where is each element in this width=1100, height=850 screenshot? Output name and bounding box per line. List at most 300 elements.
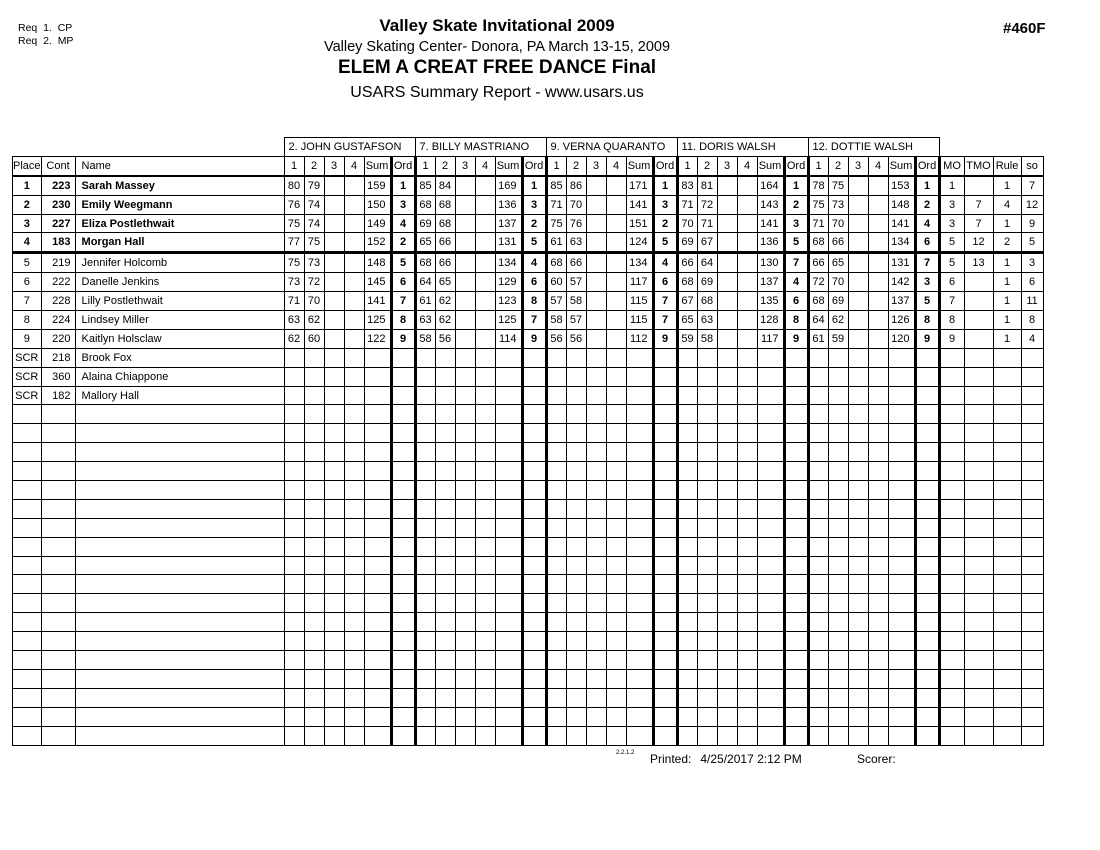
score-cell: [717, 651, 737, 670]
sum-cell: [364, 613, 391, 632]
score-cell: [566, 669, 586, 688]
contestant-number-cell: [41, 613, 75, 632]
so-cell: 11: [1021, 292, 1043, 311]
score-cell: [848, 669, 868, 688]
sum-cell: 137: [757, 273, 784, 292]
place-cell: [13, 443, 42, 462]
skater-name-cell: [75, 613, 284, 632]
score-cell: [344, 518, 364, 537]
score-cell: 75: [284, 214, 304, 233]
score-cell: [828, 688, 848, 707]
score-cell: [868, 594, 888, 613]
score-cell: [717, 556, 737, 575]
sum-cell: [626, 556, 653, 575]
contestant-number-cell: [41, 443, 75, 462]
score-cell: [475, 405, 495, 424]
score-cell: [546, 707, 566, 726]
score-cell: [677, 575, 697, 594]
score-cell: [868, 424, 888, 443]
sum-cell: [364, 537, 391, 556]
place-cell: 3: [13, 214, 42, 233]
score-cell: [586, 726, 606, 745]
score-cell: [737, 176, 757, 195]
score-cell: [475, 329, 495, 348]
sum-cell: 164: [757, 176, 784, 195]
score-cell: [566, 594, 586, 613]
score-cell: [606, 443, 626, 462]
score-cell: [606, 651, 626, 670]
mo-cell: 5: [939, 253, 964, 273]
score-cell: [868, 688, 888, 707]
tmo-cell: [964, 575, 993, 594]
ordinal-cell: [653, 518, 677, 537]
sum-cell: [364, 726, 391, 745]
sum-cell: 137: [495, 214, 522, 233]
score-cell: [586, 311, 606, 330]
contestant-number-cell: [41, 462, 75, 481]
ordinal-cell: 7: [784, 253, 808, 273]
column-header: 2: [566, 156, 586, 175]
ordinal-cell: 7: [522, 311, 546, 330]
score-cell: 79: [304, 176, 324, 195]
score-cell: 78: [808, 176, 828, 195]
contestant-number-cell: 183: [41, 233, 75, 253]
sum-cell: [888, 651, 915, 670]
score-cell: 70: [828, 214, 848, 233]
tmo-cell: [964, 632, 993, 651]
score-cell: [284, 481, 304, 500]
table-row: [13, 367, 1044, 386]
rule-cell: [993, 594, 1021, 613]
mo-cell: [939, 518, 964, 537]
sum-cell: 129: [495, 273, 522, 292]
score-cell: [324, 518, 344, 537]
score-cell: 75: [828, 176, 848, 195]
ordinal-cell: [653, 386, 677, 405]
sum-cell: [757, 632, 784, 651]
sum-cell: 171: [626, 176, 653, 195]
score-cell: [566, 424, 586, 443]
ordinal-cell: [653, 405, 677, 424]
mo-cell: [939, 443, 964, 462]
column-header: Place: [13, 156, 42, 175]
score-cell: [717, 367, 737, 386]
contestant-number-cell: 227: [41, 214, 75, 233]
score-cell: [868, 462, 888, 481]
score-cell: [586, 669, 606, 688]
so-cell: [1021, 669, 1043, 688]
skater-name-cell: Danelle Jenkins: [75, 273, 284, 292]
score-cell: [808, 707, 828, 726]
ordinal-cell: [391, 348, 415, 367]
score-cell: [828, 632, 848, 651]
sum-cell: [757, 556, 784, 575]
ordinal-cell: [653, 651, 677, 670]
so-cell: 5: [1021, 233, 1043, 253]
score-cell: [606, 669, 626, 688]
rule-cell: [993, 443, 1021, 462]
score-cell: 85: [546, 176, 566, 195]
ordinal-cell: [391, 537, 415, 556]
ordinal-cell: [915, 651, 939, 670]
score-cell: 67: [697, 233, 717, 253]
sum-cell: [626, 443, 653, 462]
tmo-cell: [964, 176, 993, 195]
score-cell: [304, 669, 324, 688]
rule-cell: 1: [993, 273, 1021, 292]
so-cell: [1021, 632, 1043, 651]
score-cell: [606, 405, 626, 424]
judge-header: 11. DORIS WALSH: [677, 138, 808, 157]
so-cell: 7: [1021, 176, 1043, 195]
ordinal-cell: [915, 462, 939, 481]
sum-cell: [757, 443, 784, 462]
score-cell: [868, 233, 888, 253]
score-cell: [586, 405, 606, 424]
score-cell: [475, 481, 495, 500]
score-cell: [848, 367, 868, 386]
score-cell: [808, 594, 828, 613]
score-cell: [848, 518, 868, 537]
score-cell: 84: [435, 176, 455, 195]
ordinal-cell: [522, 669, 546, 688]
score-cell: [606, 632, 626, 651]
contestant-number-cell: [41, 499, 75, 518]
contestant-number-cell: [41, 594, 75, 613]
sum-cell: [495, 651, 522, 670]
score-cell: [566, 556, 586, 575]
score-cell: [324, 726, 344, 745]
ordinal-cell: 7: [391, 292, 415, 311]
score-cell: [737, 214, 757, 233]
ordinal-cell: [915, 688, 939, 707]
score-cell: [717, 386, 737, 405]
score-cell: 68: [546, 253, 566, 273]
empty-row: [13, 462, 1044, 481]
score-cell: 70: [304, 292, 324, 311]
score-cell: [284, 688, 304, 707]
score-cell: [344, 348, 364, 367]
score-cell: 62: [284, 329, 304, 348]
score-cell: 68: [435, 195, 455, 214]
contestant-number-cell: 219: [41, 253, 75, 273]
score-cell: [697, 424, 717, 443]
place-cell: [13, 669, 42, 688]
ordinal-cell: [784, 348, 808, 367]
score-cell: [566, 462, 586, 481]
skater-name-cell: [75, 424, 284, 443]
ordinal-cell: [784, 481, 808, 500]
ordinal-cell: [653, 462, 677, 481]
score-cell: [344, 214, 364, 233]
column-header: 4: [737, 156, 757, 175]
score-cell: [717, 253, 737, 273]
ordinal-cell: [915, 348, 939, 367]
sum-cell: 112: [626, 329, 653, 348]
score-cell: [324, 462, 344, 481]
score-cell: [324, 556, 344, 575]
sum-cell: [757, 707, 784, 726]
score-cell: [455, 253, 475, 273]
sum-cell: [626, 688, 653, 707]
score-cell: [828, 405, 848, 424]
score-cell: [828, 669, 848, 688]
score-cell: [697, 556, 717, 575]
score-cell: [808, 424, 828, 443]
tmo-cell: 7: [964, 195, 993, 214]
sum-cell: [626, 726, 653, 745]
mo-cell: [939, 594, 964, 613]
score-cell: [848, 176, 868, 195]
score-cell: [808, 386, 828, 405]
score-cell: [455, 688, 475, 707]
ordinal-cell: [784, 613, 808, 632]
score-cell: [606, 253, 626, 273]
column-header: Ord: [784, 156, 808, 175]
score-cell: 68: [415, 253, 435, 273]
sum-cell: 153: [888, 176, 915, 195]
score-cell: [435, 499, 455, 518]
score-cell: [868, 556, 888, 575]
score-cell: [546, 613, 566, 632]
score-cell: [475, 367, 495, 386]
score-cell: [737, 575, 757, 594]
score-cell: 76: [566, 214, 586, 233]
score-cell: [677, 537, 697, 556]
score-cell: [606, 594, 626, 613]
score-cell: [324, 233, 344, 253]
score-cell: 57: [546, 292, 566, 311]
contestant-number-cell: [41, 707, 75, 726]
tmo-cell: [964, 537, 993, 556]
ordinal-cell: 8: [391, 311, 415, 330]
score-cell: [546, 405, 566, 424]
rule-cell: [993, 386, 1021, 405]
empty-row: [13, 518, 1044, 537]
ordinal-cell: [522, 462, 546, 481]
score-cell: [344, 688, 364, 707]
score-cell: [546, 518, 566, 537]
score-cell: [606, 292, 626, 311]
score-cell: [415, 462, 435, 481]
score-cell: [848, 651, 868, 670]
score-cell: [475, 688, 495, 707]
sum-cell: 152: [364, 233, 391, 253]
table-row: [13, 273, 1044, 292]
score-cell: [324, 537, 344, 556]
score-cell: [566, 726, 586, 745]
score-cell: [566, 613, 586, 632]
ordinal-cell: 1: [784, 176, 808, 195]
score-cell: 64: [415, 273, 435, 292]
ordinal-cell: 1: [653, 176, 677, 195]
place-cell: [13, 594, 42, 613]
score-cell: [475, 651, 495, 670]
so-cell: 6: [1021, 273, 1043, 292]
score-cell: [546, 726, 566, 745]
ordinal-cell: [522, 575, 546, 594]
ordinal-cell: [391, 499, 415, 518]
score-cell: [848, 688, 868, 707]
score-cell: [415, 556, 435, 575]
score-cell: 69: [677, 233, 697, 253]
score-cell: [455, 311, 475, 330]
score-cell: [737, 443, 757, 462]
score-cell: [848, 594, 868, 613]
sum-cell: 145: [364, 273, 391, 292]
score-cell: 80: [284, 176, 304, 195]
ordinal-cell: 7: [653, 292, 677, 311]
score-cell: [304, 386, 324, 405]
score-cell: [344, 176, 364, 195]
sum-cell: [495, 575, 522, 594]
contestant-number-cell: [41, 537, 75, 556]
score-cell: [868, 499, 888, 518]
score-cell: [455, 214, 475, 233]
mo-cell: 1: [939, 176, 964, 195]
score-cell: [344, 292, 364, 311]
score-cell: [475, 556, 495, 575]
contestant-number-cell: 228: [41, 292, 75, 311]
score-cell: [304, 462, 324, 481]
ordinal-cell: [522, 386, 546, 405]
score-cell: [435, 405, 455, 424]
rule-cell: [993, 575, 1021, 594]
score-cell: [586, 518, 606, 537]
sum-cell: [364, 651, 391, 670]
ordinal-cell: [391, 481, 415, 500]
score-cell: [868, 273, 888, 292]
score-cell: [808, 613, 828, 632]
score-cell: [808, 518, 828, 537]
score-cell: [737, 651, 757, 670]
score-cell: [606, 233, 626, 253]
sum-cell: 150: [364, 195, 391, 214]
sum-cell: [888, 386, 915, 405]
so-cell: [1021, 556, 1043, 575]
column-header: 3: [586, 156, 606, 175]
ordinal-cell: [784, 424, 808, 443]
sum-cell: [757, 594, 784, 613]
rule-cell: [993, 537, 1021, 556]
score-cell: 83: [677, 176, 697, 195]
ordinal-cell: 1: [391, 176, 415, 195]
tmo-cell: [964, 405, 993, 424]
score-cell: [737, 405, 757, 424]
ordinal-cell: [915, 481, 939, 500]
tmo-cell: [964, 292, 993, 311]
table-row: [13, 386, 1044, 405]
mo-cell: [939, 575, 964, 594]
score-cell: [324, 688, 344, 707]
score-cell: 86: [566, 176, 586, 195]
column-header: 4: [475, 156, 495, 175]
ordinal-cell: 2: [915, 195, 939, 214]
ordinal-cell: [522, 537, 546, 556]
sum-cell: [626, 537, 653, 556]
mo-cell: [939, 669, 964, 688]
score-cell: [435, 462, 455, 481]
so-cell: [1021, 386, 1043, 405]
sum-cell: [364, 707, 391, 726]
so-cell: [1021, 726, 1043, 745]
score-cell: [586, 273, 606, 292]
score-cell: [606, 424, 626, 443]
score-cell: 69: [828, 292, 848, 311]
place-cell: SCR: [13, 367, 42, 386]
empty-row: [13, 613, 1044, 632]
score-cell: [868, 367, 888, 386]
sum-cell: [495, 632, 522, 651]
score-cell: [677, 518, 697, 537]
column-header: Sum: [888, 156, 915, 175]
score-cell: [304, 688, 324, 707]
score-cell: [828, 556, 848, 575]
ordinal-cell: [784, 575, 808, 594]
score-cell: [677, 348, 697, 367]
column-header: 2: [304, 156, 324, 175]
score-cell: 66: [828, 233, 848, 253]
ordinal-cell: 1: [915, 176, 939, 195]
sum-cell: 141: [626, 195, 653, 214]
skater-name-cell: [75, 537, 284, 556]
score-cell: [828, 481, 848, 500]
column-header: Sum: [626, 156, 653, 175]
score-cell: [677, 405, 697, 424]
score-cell: [284, 367, 304, 386]
score-cell: [677, 556, 697, 575]
score-cell: [677, 499, 697, 518]
score-cell: [586, 632, 606, 651]
score-cell: [717, 311, 737, 330]
sum-cell: [364, 688, 391, 707]
ordinal-cell: [653, 537, 677, 556]
mo-cell: [939, 367, 964, 386]
score-cell: [677, 424, 697, 443]
score-cell: 58: [566, 292, 586, 311]
column-header: 4: [868, 156, 888, 175]
sum-cell: 128: [757, 311, 784, 330]
score-cell: 69: [697, 273, 717, 292]
so-cell: [1021, 424, 1043, 443]
score-cell: [455, 575, 475, 594]
ordinal-cell: [522, 726, 546, 745]
ordinal-cell: [784, 688, 808, 707]
sum-cell: 137: [888, 292, 915, 311]
sum-cell: 136: [757, 233, 784, 253]
score-cell: [868, 651, 888, 670]
score-cell: [475, 253, 495, 273]
place-cell: [13, 688, 42, 707]
score-cell: 71: [697, 214, 717, 233]
ordinal-cell: [784, 632, 808, 651]
mo-cell: [939, 462, 964, 481]
column-header: Rule: [993, 156, 1021, 175]
req-line-1: Req 1. CP: [18, 22, 73, 34]
score-cell: [808, 632, 828, 651]
sum-cell: [626, 405, 653, 424]
score-cell: [868, 214, 888, 233]
sum-cell: 141: [888, 214, 915, 233]
score-cell: 73: [284, 273, 304, 292]
score-cell: [475, 292, 495, 311]
score-cell: [304, 405, 324, 424]
sum-cell: [888, 518, 915, 537]
score-cell: [475, 176, 495, 195]
ordinal-cell: 2: [784, 195, 808, 214]
so-cell: [1021, 575, 1043, 594]
mo-cell: [939, 632, 964, 651]
